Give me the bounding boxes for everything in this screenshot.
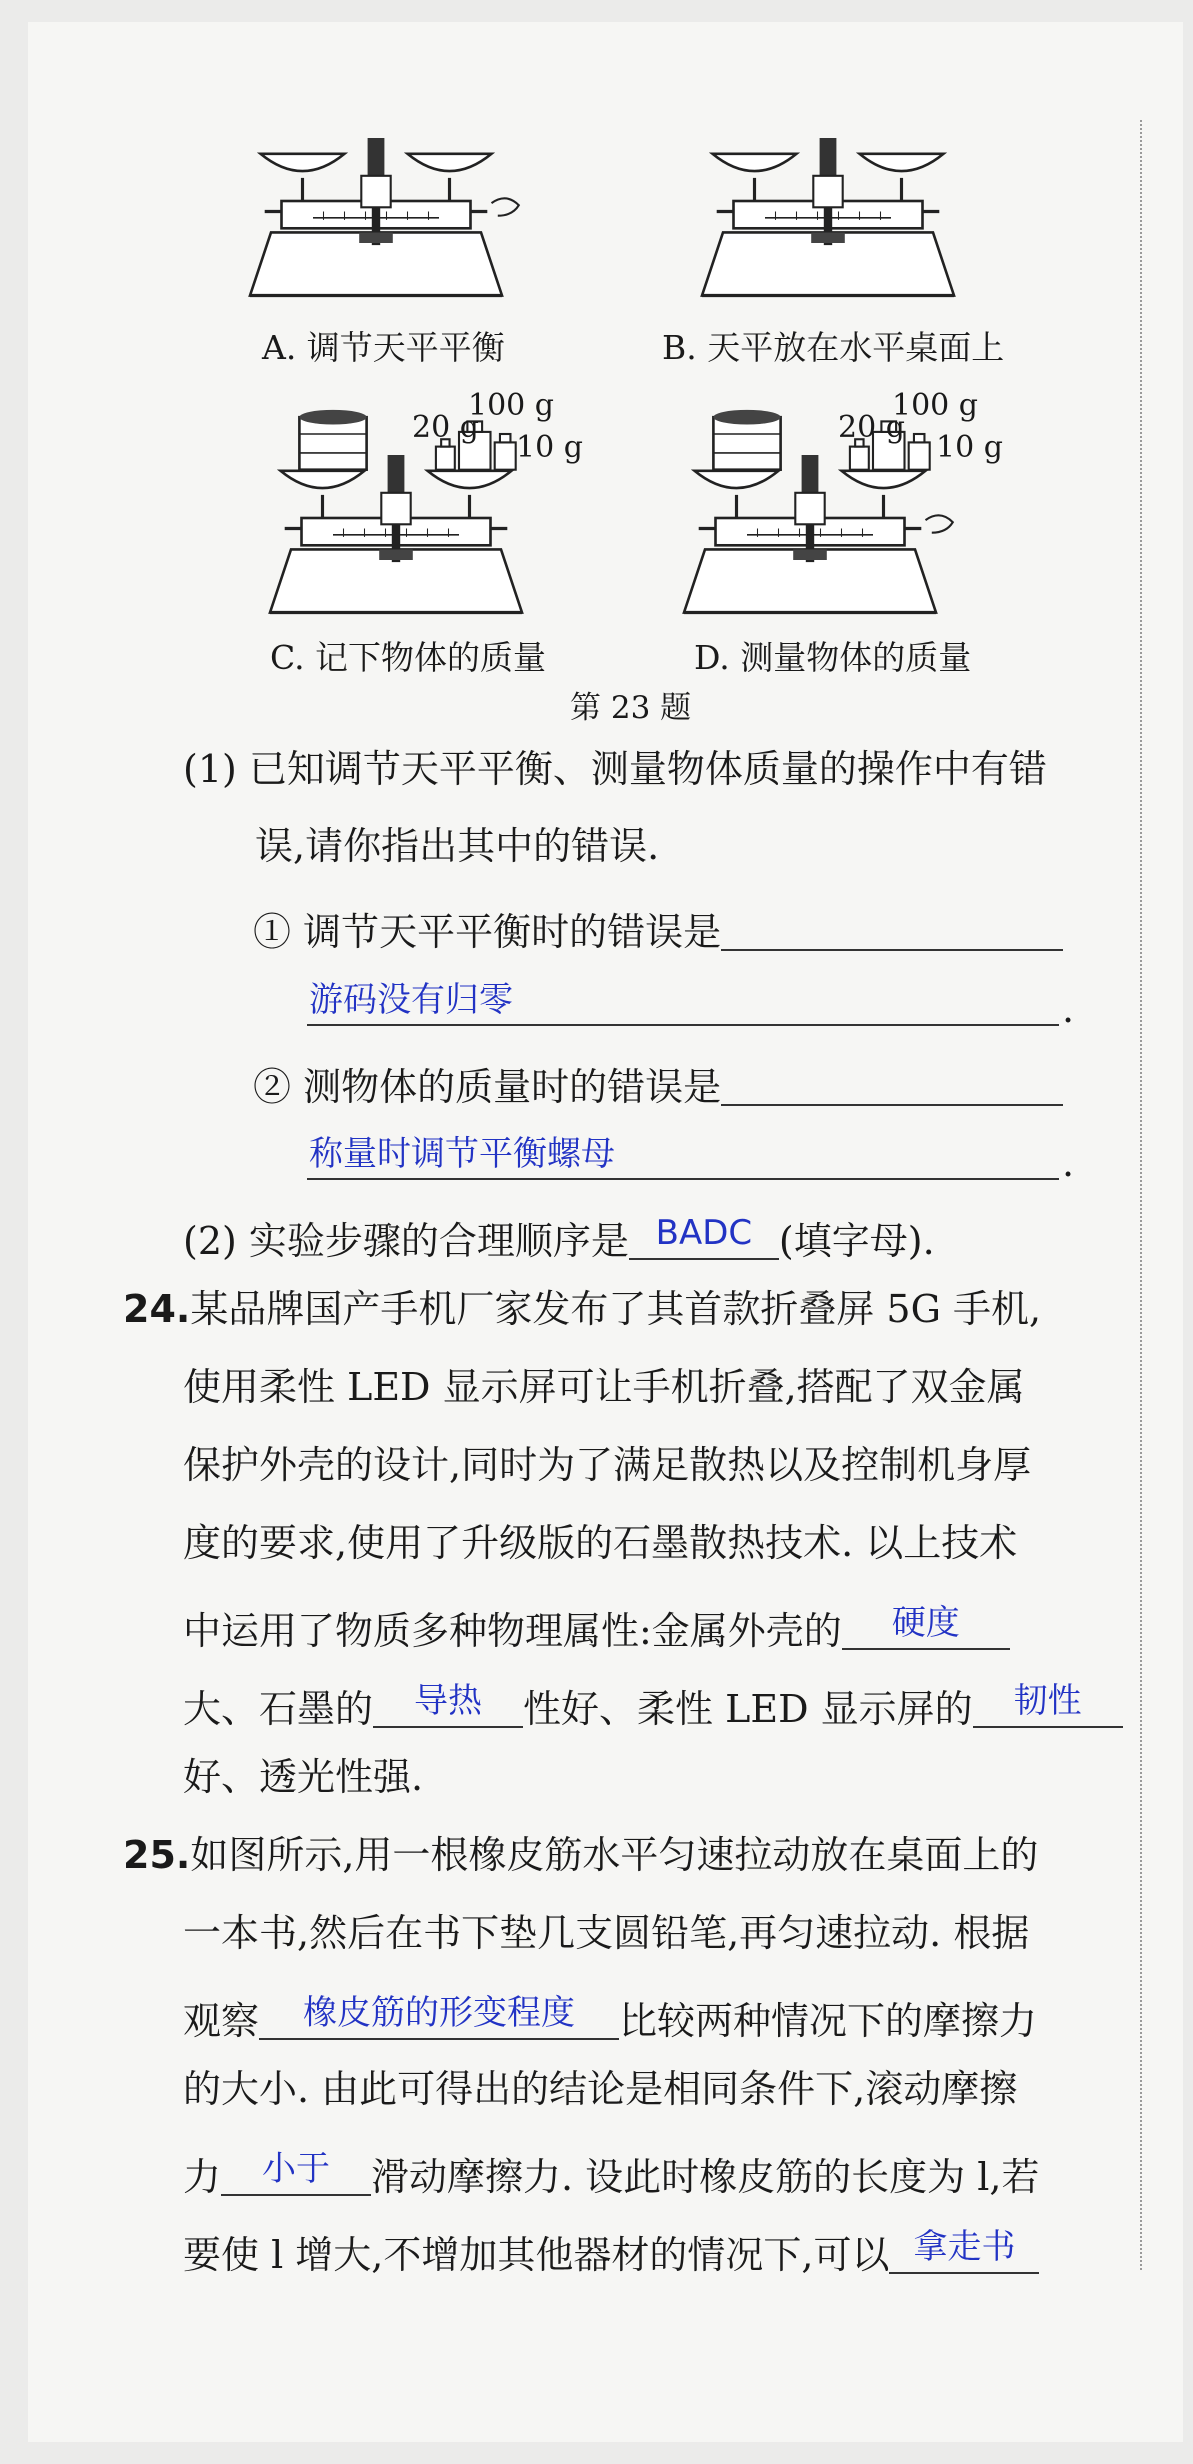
q23-sub1-period: .	[1062, 987, 1075, 1031]
caption-a: A. 调节天平平衡	[262, 328, 505, 367]
q23-sub2-blank-a[interactable]	[721, 1058, 1063, 1106]
q24-line3: 保护外壳的设计,同时为了满足散热以及控制机身厚	[183, 1443, 1032, 1487]
q24-blank-thermal[interactable]	[373, 1680, 523, 1728]
q24-blank-toughness[interactable]	[973, 1680, 1123, 1728]
q25-line6-prefix: 要使 l 增大,不增加其他器材的情况下,可以	[183, 2233, 890, 2277]
q23-part2-suffix: (填字母).	[778, 1219, 935, 1263]
q24-number: 24.	[123, 1287, 191, 1331]
q24-answer-toughness: 韧性	[1013, 1681, 1082, 1721]
q23-part1-line2: 误,请你指出其中的错误.	[255, 824, 660, 868]
q24-line7: 好、透光性强.	[183, 1755, 424, 1799]
balance-d-drawing	[684, 410, 953, 613]
q23-sub2-answer: 称量时调节平衡螺母	[309, 1134, 615, 1174]
q23-part2-row	[183, 1212, 935, 1263]
q25-blank-observe[interactable]	[259, 1992, 619, 2040]
balance-c-drawing	[270, 410, 522, 613]
q25-line3-prefix: 观察	[183, 1999, 260, 2043]
figure-title: 第 23 题	[570, 690, 692, 726]
q23-sub1-row	[253, 903, 1063, 954]
q25-line3-suffix: 比较两种情况下的摩擦力	[619, 1999, 1038, 2043]
caption-c: C. 记下物体的质量	[270, 638, 547, 677]
q24-blank-hardness[interactable]	[842, 1602, 1010, 1650]
q23-sub2-period: .	[1062, 1141, 1075, 1185]
weight-label-c-20g: 20 g	[412, 410, 479, 445]
weight-label-c-10g: 10 g	[516, 430, 583, 465]
q24-text-1: 某品牌国产手机厂家发布了其首款折叠屏 5G 手机,	[190, 1287, 1042, 1331]
q23-part2-blank[interactable]	[629, 1212, 779, 1260]
q25-line5-suffix: 滑动摩擦力. 设此时橡皮筋的长度为 l,若	[371, 2155, 1040, 2199]
q24-line5	[183, 1602, 1010, 1653]
q23-sub1-prompt: ① 调节天平平衡时的错误是	[253, 910, 722, 954]
weight-label-c-100g: 100 g	[468, 388, 555, 423]
q23-sub1-blank-a[interactable]	[721, 903, 1063, 951]
q25-line4: 的大小. 由此可得出的结论是相同条件下,滚动摩擦	[183, 2067, 1018, 2111]
q24-line6-part2: 性好、柔性 LED 显示屏的	[523, 1687, 973, 1731]
q25-line3	[183, 1992, 1038, 2043]
weight-label-d-20g: 20 g	[838, 410, 905, 445]
q25-text-1: 如图所示,用一根橡皮筋水平匀速拉动放在桌面上的	[190, 1833, 1039, 1877]
q25-answer-compare: 小于	[262, 2149, 331, 2189]
q24-line6	[183, 1680, 1123, 1731]
caption-b: B. 天平放在水平桌面上	[662, 328, 1005, 367]
q25-line2: 一本书,然后在书下垫几支圆铅笔,再匀速拉动. 根据	[183, 1911, 1030, 1955]
q24-line4: 度的要求,使用了升级版的石墨散热技术. 以上技术	[183, 1521, 1018, 1565]
q23-sub2-row	[253, 1058, 1063, 1109]
q25-line5	[183, 2148, 1040, 2199]
balance-figure	[0, 0, 1193, 720]
q23-part1-line1: (1) 已知调节天平平衡、测量物体质量的操作中有错	[183, 747, 1047, 791]
q25-answer-observe: 橡皮筋的形变程度	[303, 1993, 576, 2033]
q23-sub1-answer: 游码没有归零	[309, 980, 513, 1020]
balance-b-drawing	[702, 138, 954, 296]
q25-number: 25.	[123, 1833, 191, 1877]
q24-answer-hardness: 硬度	[891, 1603, 960, 1643]
q23-sub2-answer-line[interactable]	[307, 1126, 1059, 1180]
weight-label-d-100g: 100 g	[892, 388, 979, 423]
q25-blank-method[interactable]	[889, 2226, 1039, 2274]
caption-d: D. 测量物体的质量	[694, 638, 972, 677]
q25-line1	[123, 1833, 1039, 1877]
balance-a-drawing	[250, 138, 519, 296]
q25-answer-method: 拿走书	[913, 2227, 1016, 2267]
q24-line1	[123, 1287, 1042, 1331]
q25-line6	[183, 2226, 1039, 2277]
q25-blank-compare[interactable]	[221, 2148, 371, 2196]
q23-sub1-answer-line[interactable]	[307, 972, 1059, 1026]
q24-line2: 使用柔性 LED 显示屏可让手机折叠,搭配了双金属	[183, 1365, 1025, 1409]
q23-part2-prompt: (2) 实验步骤的合理顺序是	[183, 1219, 629, 1263]
q23-part2-answer: BADC	[655, 1213, 753, 1253]
q23-sub2-prompt: ② 测物体的质量时的错误是	[253, 1065, 722, 1109]
q24-line6-part1: 大、石墨的	[183, 1687, 374, 1731]
weight-label-d-10g: 10 g	[936, 430, 1003, 465]
q24-answer-thermal: 导热	[414, 1681, 483, 1721]
q25-line5-prefix: 力	[183, 2155, 222, 2199]
q24-line5-prefix: 中运用了物质多种物理属性:金属外壳的	[183, 1609, 842, 1653]
